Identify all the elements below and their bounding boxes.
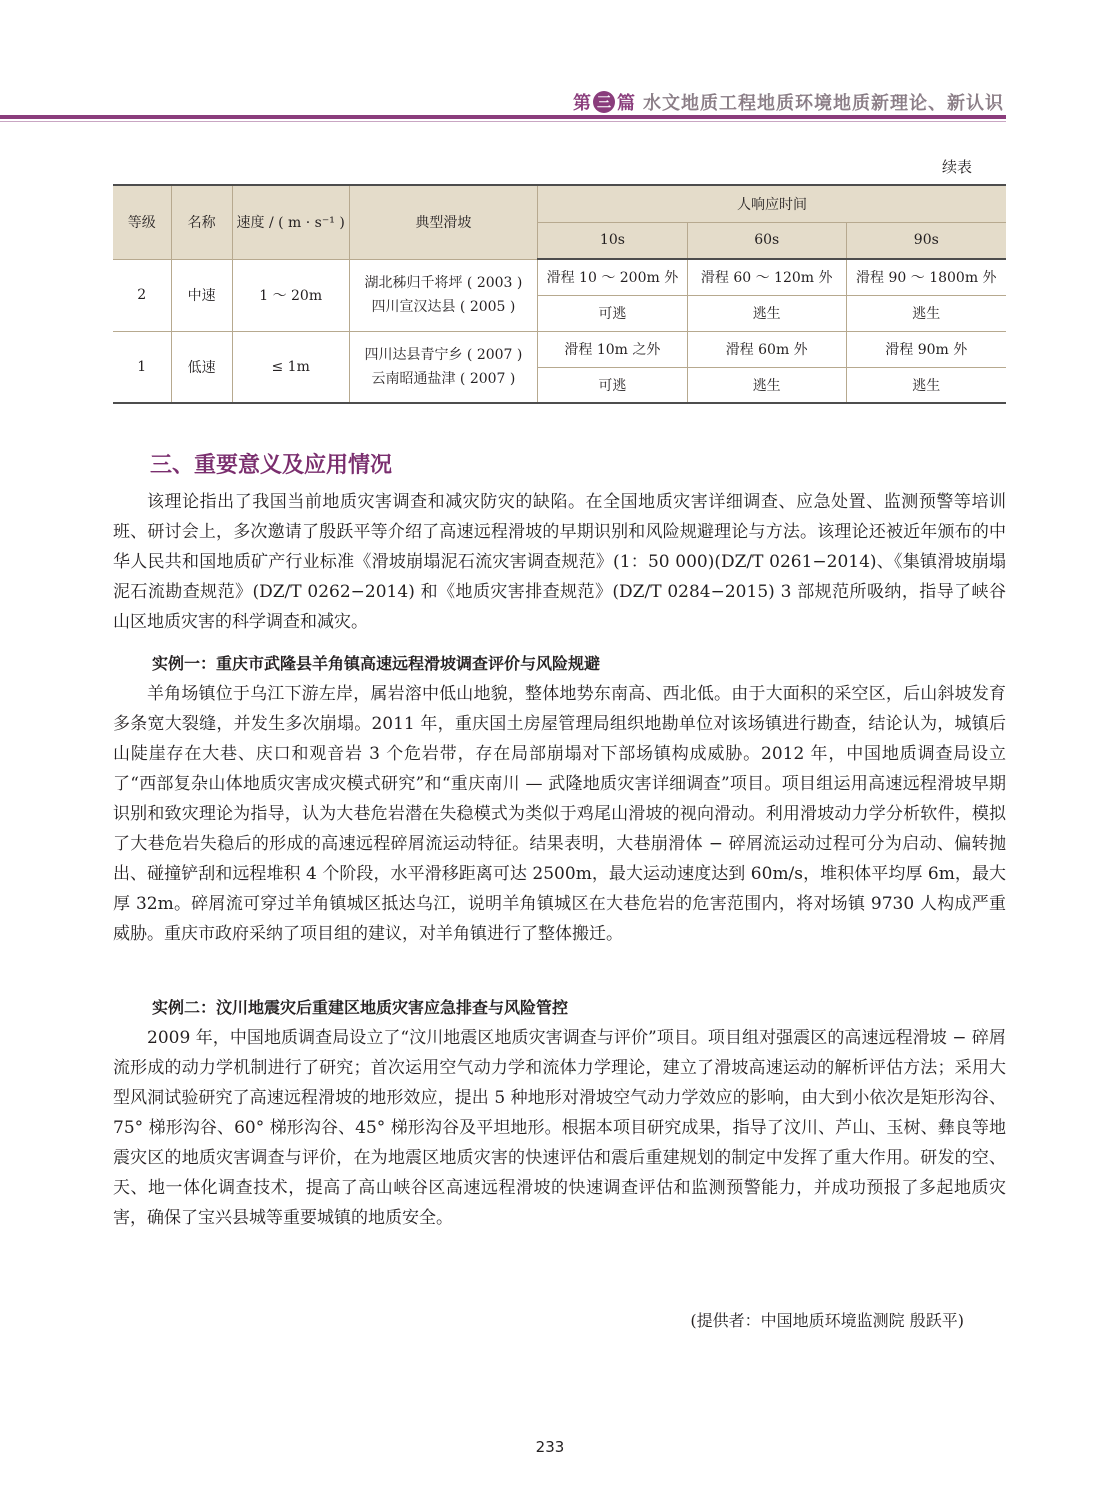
- cell-typical: [349, 331, 537, 403]
- cell-action-60s: 逃生: [687, 295, 846, 331]
- cell-distance-90s: 滑程 90m 外: [846, 331, 1006, 367]
- header-10s: 10s: [538, 222, 688, 259]
- part-title: 水文地质工程地质环境地质新理论、新认识: [643, 93, 1004, 114]
- table-continued-label: 续表: [941, 158, 972, 176]
- page-number: 233: [535, 1438, 565, 1456]
- header-title-bar: [573, 90, 1004, 114]
- example1-paragraph: 羊角场镇位于乌江下游左岸，属岩溶中低山地貌，整体地势东南高、西北低。由于大面积的采空区，后山斜坡发育多条宽大裂缝，并发生多次崩塌。2011 年，重庆国土房屋管理局组织地勘单位对该场镇进行勘查，结论认为，城镇后山陡崖存在大巷、庆口和观音岩 3 个危岩带，存在局部崩塌对下部场镇构成威胁。2012 年，中国地质调查局设立了“西部复杂山体地质灾害成灾模式研究”和“重庆南川 — 武隆地质灾害详细调查”项目。项目组运用高速远程滑坡早期识别和致灾理论为指导，认为大巷危岩潜在失稳模式为类似于鸡尾山滑坡的视向滑动。利用滑坡动力学分析软件，模拟了大巷危岩失稳后的形成的高速远程碎屑流运动特征。结果表明，大巷崩滑体 − 碎屑流运动过程可分为启动、偏转抛出、碰撞铲刮和远程堆积 4 个阶段，水平滑移距离可达 2500m，最大运动速度达到 60m/s，堆积体平均厚 6m，最大厚 32m。碎屑流可穿过羊角镇城区抵达乌江，说明羊角镇城区在大巷危岩的危害范围内，将对场镇 9730 人构成严重威胁。重庆市政府采纳了项目组的建议，对羊角镇进行了整体搬迁。: [113, 684, 1006, 944]
- header-90s: 90s: [846, 222, 1006, 259]
- cell-distance-60s: 滑程 60 ～ 120m 外: [687, 259, 846, 295]
- header-typical: 典型滑坡: [349, 185, 537, 259]
- typical-landslide: 四川达县青宁乡 ( 2007 ): [364, 346, 523, 363]
- part-prefix: 第: [573, 93, 591, 114]
- intro-paragraph: 该理论指出了我国当前地质灾害调查和减灾防灾的缺陷。在全国地质灾害详细调查、应急处置、监测预警等培训班、研讨会上，多次邀请了殷跃平等介绍了高速远程滑坡的早期识别和风险规避理论与方法。该理论还被近年颁布的中华人民共和国地质矿产行业标准《滑坡崩塌泥石流灾害调查规范》(1：50 000)(DZ/T 0261−2014)、《集镇滑坡崩塌泥石流勘查规范》(DZ/T 0262−2014) 和《地质灾害排查规范》(DZ/T 0284−2015) 3 部规范所吸纳，指导了峡谷山区地质灾害的科学调查和减灾。: [113, 492, 1006, 632]
- cell-name: 低速: [171, 331, 232, 403]
- header-60s: 60s: [687, 222, 846, 259]
- header-name: 名称: [171, 185, 232, 259]
- page-header: [0, 80, 1100, 120]
- cell-distance-10s: 滑程 10 ～ 200m 外: [538, 259, 688, 295]
- header-level: 等级: [113, 185, 171, 259]
- landslide-table: [113, 184, 1006, 404]
- table-row: [113, 331, 1006, 367]
- example1-heading: 实例一：重庆市武隆县羊角镇高速远程滑坡调查评价与风险规避: [152, 654, 601, 673]
- cell-speed: ≤ 1m: [232, 331, 349, 403]
- section-heading: 三、重要意义及应用情况: [150, 453, 393, 478]
- table-header-row: [113, 185, 1006, 222]
- table-row: [113, 259, 1006, 295]
- typical-landslide: 四川宣汉达县 ( 2005 ): [371, 299, 516, 315]
- header-rule-thin: [0, 121, 1006, 122]
- header-speed: 速度 / ( m · s⁻¹ ): [232, 185, 349, 259]
- cell-name: 中速: [171, 259, 232, 331]
- cell-distance-10s: 滑程 10m 之外: [538, 331, 688, 367]
- part-suffix: 篇: [617, 93, 635, 114]
- cell-level: 2: [113, 259, 171, 331]
- typical-landslide: 湖北秭归千将坪 ( 2003 ): [364, 275, 523, 291]
- header-rule: [0, 115, 1006, 119]
- example2-paragraph: 2009 年，中国地质调查局设立了“汶川地震区地质灾害调查与评价”项目。项目组对强震区的高速远程滑坡 − 碎屑流形成的动力学机制进行了研究；首次运用空气动力学和流体力学理论，建立了滑坡高速运动的解析评估方法；采用大型风洞试验研究了高速远程滑坡的地形效应，提出 5 种地形对滑坡空气动力学效应的影响，由大到小依次是矩形沟谷、75° 梯形沟谷、60° 梯形沟谷、45° 梯形沟谷及平坦地形。根据本项目研究成果，指导了汶川、芦山、玉树、彝良等地震灾区的地质灾害调查与评价，在为地震区地质灾害的快速评估和震后重建规划的制定中发挥了重大作用。研发的空、天、地一体化调查技术，提高了高山峡谷区高速远程滑坡的快速调查评估和监测预警能力，并成功预报了多起地质灾害，确保了宝兴县城等重要城镇的地质安全。: [113, 1028, 1006, 1228]
- header-response-time: 人响应时间: [538, 185, 1006, 222]
- cell-action-90s: 逃生: [846, 295, 1006, 331]
- cell-action-10s: 可逃: [538, 295, 688, 331]
- part-label: [573, 89, 635, 115]
- part-number-badge: 三: [593, 91, 615, 113]
- cell-level: 1: [113, 331, 171, 403]
- example2-heading: 实例二：汶川地震灾后重建区地质灾害应急排查与风险管控: [152, 998, 569, 1017]
- cell-speed: 1 ～ 20m: [232, 259, 349, 331]
- cell-action-60s: 逃生: [687, 367, 846, 403]
- cell-distance-60s: 滑程 60m 外: [687, 331, 846, 367]
- cell-typical: [349, 259, 537, 331]
- cell-action-90s: 逃生: [846, 367, 1006, 403]
- cell-distance-90s: 滑程 90 ～ 1800m 外: [846, 259, 1006, 295]
- typical-landslide: 云南昭通盐津 ( 2007 ): [371, 370, 516, 387]
- provider-credit: (提供者：中国地质环境监测院 殷跃平): [690, 1311, 964, 1330]
- cell-action-10s: 可逃: [538, 367, 688, 403]
